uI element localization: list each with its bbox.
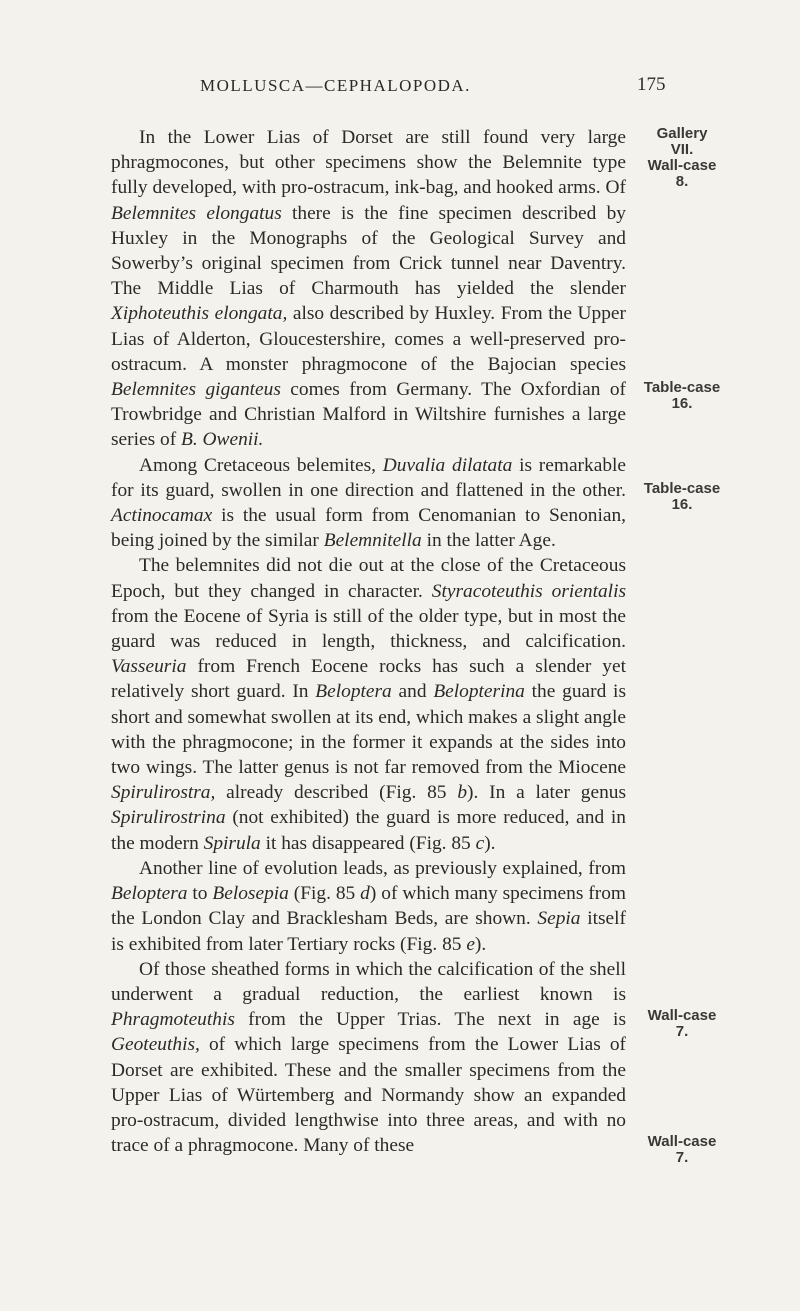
margin-note-line: 7. <box>675 1023 689 1040</box>
text-run: to <box>187 883 213 905</box>
text-run: in the latter Age. <box>421 530 556 552</box>
text-run: already described (Fig. 85 <box>215 782 458 804</box>
paragraph <box>111 553 626 855</box>
paragraph <box>111 125 626 453</box>
margin-note-table-case <box>637 380 787 412</box>
running-title: MOLLUSCA—CEPHALOPODA. <box>200 76 471 95</box>
paragraph <box>111 453 626 554</box>
text-run: Of those sheathed forms in which the calcification of the shell underwent a gradual reduction, the earliest known is <box>111 958 626 1005</box>
margin-note-gallery <box>637 126 787 190</box>
text-run: the guard is short and somewhat swollen at its end, which makes a slight angle with the phragmocone; in the former it expands at the sides into two wings. The latter genus is not far removed from the Miocene <box>111 681 626 779</box>
text-run: from the Upper Trias. The next in age is <box>234 1009 626 1031</box>
page-header <box>0 76 800 106</box>
text-run: is remarkable for its guard, swollen in one direction and flattened in the other. <box>111 454 627 501</box>
text-run: Another line of evolution leads, as previously explained, from <box>139 857 626 879</box>
text-run: The belemnites did not die out at the close of the Cretaceous Epoch, but they changed in character. <box>111 555 626 602</box>
italic-text: c <box>475 832 485 854</box>
text-run: is the usual form from Cenomanian to Senonian, being joined by the similar <box>111 505 626 552</box>
text-run: (Fig. 85 <box>288 883 361 905</box>
italic-text: Actinocamax <box>111 505 213 527</box>
margin-note-table-case <box>637 481 787 513</box>
italic-text: Spirulirostrina <box>111 807 226 829</box>
italic-text: Beloptera <box>315 681 392 703</box>
text-run: In the Lower Lias of Dorset are still found very large phragmocones, but other specimens show the Belemnite type fully developed, with pro-ostracum, ink-bag, and hooked arms. Of <box>111 127 626 199</box>
text-run: Among Cretaceous belemites, <box>139 454 383 476</box>
italic-text: Belemnites giganteus <box>111 379 281 401</box>
text-run: and <box>391 681 434 703</box>
text-run: from the Eocene of Syria is still of the older type, but in most the guard was reduced in length, thickness, and calcification. <box>111 605 626 653</box>
text-run: ). In a later genus <box>467 782 627 804</box>
italic-text: d <box>360 883 370 905</box>
text-run: of which large specimens from the Lower Lias of Dorset are exhibited. These and the smaller specimens from the Upper Lias of Würtemberg and Normandy show an expanded pro-ostracum, divided lengthwise into three areas, and with no trace of a phragmocone. Many of these <box>111 1034 626 1157</box>
margin-note-line: 16. <box>671 395 693 412</box>
text-run: also described by Huxley. From the Upper Lias of Alderton, Gloucestershire, comes a well-preserved pro-ostracum. A monster phragmocone of the Bajocian species <box>111 303 626 375</box>
text-run: (not exhibited) the guard is more reduced, and in the modern <box>111 807 626 854</box>
page-number: 175 <box>637 74 666 95</box>
margin-note-wall-case <box>637 1134 787 1166</box>
italic-text: Styracoteuthis orientalis <box>431 580 627 602</box>
text-run: ). <box>484 832 496 854</box>
margin-note-line: Table-case <box>643 480 721 497</box>
text-run: comes from Germany. The Oxfordian of Trowbridge and Christian Malford in Wiltshire furnishes a large series of <box>111 379 626 451</box>
italic-text: Spirulirostra, <box>111 782 216 804</box>
italic-text: Xiphoteuthis elongata, <box>111 303 288 325</box>
italic-text: Belemnitella <box>323 530 422 552</box>
italic-text: Belemnites elongatus <box>111 202 282 224</box>
margin-note-line: Wall-case <box>647 1133 717 1150</box>
margin-note-line: Gallery <box>656 125 708 142</box>
margin-note-line: 7. <box>675 1149 689 1166</box>
italic-text: b <box>457 782 468 804</box>
italic-text: Phragmoteuthis <box>111 1009 235 1031</box>
italic-text: Sepia <box>537 908 581 930</box>
text-run: ) of which many specimens from the London Clay and Bracklesham Beds, are shown. <box>111 883 626 930</box>
margin-note-line: Wall-case <box>647 1007 717 1024</box>
body-text <box>111 125 626 1158</box>
italic-text: Beloptera <box>111 883 188 905</box>
margin-note-line: Wall-case <box>647 157 717 174</box>
italic-text: Spirula <box>203 832 261 854</box>
margin-note-line: 16. <box>671 496 693 513</box>
italic-text: Belopterina <box>433 681 525 703</box>
margin-note-wall-case <box>637 1008 787 1040</box>
paragraph <box>111 856 626 957</box>
italic-text: Geoteuthis, <box>111 1034 200 1056</box>
italic-text: Vasseuria <box>111 656 187 678</box>
margin-note-line: Table-case <box>643 379 721 396</box>
text-run: it has disappeared (Fig. 85 <box>260 832 476 854</box>
text-run: there is the fine specimen described by Huxley in the Monographs of the Geological Survey and Sowerby’s original specimen from Crick tunnel near Daventry. The Middle Lias of Charmouth has yielded the slender <box>111 202 626 300</box>
paragraph <box>111 957 626 1159</box>
text-run: ). <box>474 933 487 955</box>
italic-text: e <box>466 933 475 955</box>
margin-note-line: 8. <box>675 173 689 190</box>
text-run: itself is exhibited from later Tertiary rocks (Fig. 85 <box>111 908 626 955</box>
text-run: from French Eocene rocks has such a slender yet relatively short guard. In <box>111 656 626 703</box>
italic-text: Belosepia <box>212 883 289 905</box>
italic-text: Duvalia dilatata <box>382 454 513 476</box>
margin-note-line: VII. <box>670 141 694 158</box>
italic-text: B. Owenii. <box>181 429 264 451</box>
